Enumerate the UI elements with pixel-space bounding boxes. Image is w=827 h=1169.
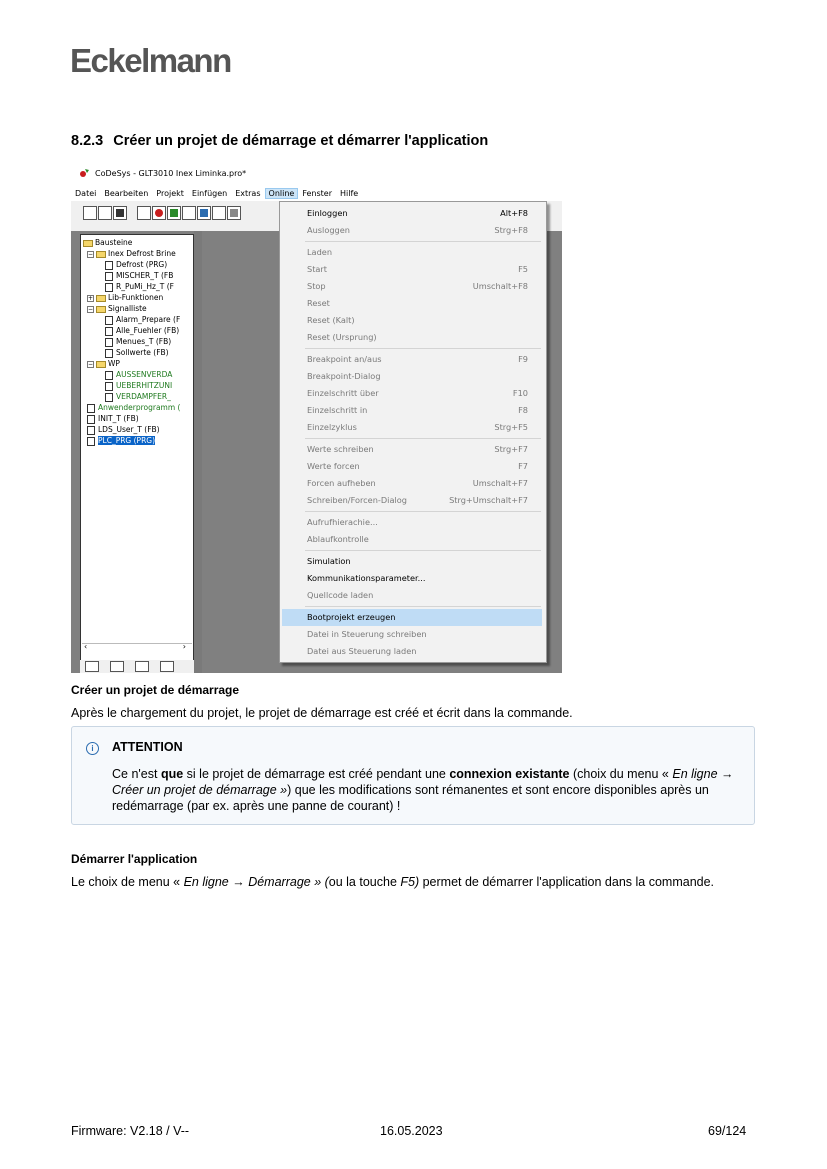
menu-extras[interactable]: Extras <box>235 188 261 198</box>
menu-item-shortcut: Umschalt+F8 <box>472 281 528 291</box>
tree-item-label: Menues_T (FB) <box>116 337 172 346</box>
tree-item[interactable] <box>87 292 163 303</box>
menu-item[interactable] <box>280 295 542 312</box>
menu-item[interactable] <box>280 419 542 436</box>
tree-item[interactable] <box>87 424 160 435</box>
tree-item[interactable] <box>87 402 180 413</box>
folder-icon <box>96 361 106 368</box>
menu-item[interactable] <box>280 492 542 509</box>
menu-bearbeiten[interactable]: Bearbeiten <box>104 188 149 198</box>
menu-item[interactable] <box>280 570 542 587</box>
tree-item-label: Defrost (PRG) <box>116 260 168 269</box>
menu-online[interactable]: Online <box>265 188 299 199</box>
menu-item[interactable] <box>280 351 542 368</box>
menu-item-shortcut: Strg+F8 <box>494 225 528 235</box>
tree-item[interactable] <box>87 303 147 314</box>
menu-item[interactable] <box>280 643 542 660</box>
online-menu <box>279 201 547 663</box>
stop-icon[interactable] <box>152 206 166 220</box>
menu-item[interactable] <box>280 205 542 222</box>
folder-icon <box>83 240 93 247</box>
menu-item[interactable] <box>280 402 542 419</box>
menu-item-shortcut: F8 <box>518 405 528 415</box>
section-heading <box>71 133 488 149</box>
menu-item[interactable] <box>280 261 542 278</box>
print-icon[interactable] <box>227 206 241 220</box>
tree-item-label: MISCHER_T (FB <box>116 271 174 280</box>
menu-item-label: Breakpoint-Dialog <box>307 371 381 381</box>
menu-item-label: Start <box>307 264 328 274</box>
menu-separator <box>305 511 541 512</box>
tab-visualizations-icon[interactable] <box>135 661 149 672</box>
intro-paragraph: Après le chargement du projet, le projet de démarrage est créé et écrit dans la commande. <box>71 706 573 720</box>
footer-date: 16.05.2023 <box>380 1124 443 1138</box>
menu-item[interactable] <box>280 312 542 329</box>
open-folder-icon[interactable] <box>98 206 112 220</box>
tree-item-label: LDS_User_T (FB) <box>98 425 160 434</box>
menu-separator <box>305 438 541 439</box>
collapse-icon[interactable]: − <box>88 250 94 258</box>
menu-fenster[interactable]: Fenster <box>302 188 332 198</box>
menu-item-label: Aufrufhierachie... <box>307 517 378 527</box>
collapse-icon[interactable]: − <box>88 305 94 313</box>
menu-datei[interactable]: Datei <box>75 188 97 198</box>
pou-icon <box>105 327 113 336</box>
tree-item[interactable] <box>105 270 173 281</box>
menu-item-label: Ausloggen <box>307 225 350 235</box>
codesys-screenshot <box>71 161 562 673</box>
figure-caption: Créer un projet de démarrage <box>71 683 240 697</box>
tree-item-label: Alle_Fuehler (FB) <box>116 326 180 335</box>
tree-item-label: AUSSENVERDA <box>116 370 173 379</box>
menu-item-label: Reset (Ursprung) <box>307 332 377 342</box>
menu-item-label: Forcen aufheben <box>307 478 376 488</box>
menu-item[interactable] <box>280 514 542 531</box>
attention-text: Ce n'est que si le projet de démarrage est créé pendant une connexion existante (choix du menu « En ligne → Créer un projet de démarrage ») que les modifications sont rémanentes et sont encore disponibles après un redémarrage (par ex. après une panne de courant) ! <box>112 767 734 813</box>
menu-separator <box>305 550 541 551</box>
menu-hilfe[interactable]: Hilfe <box>340 188 359 198</box>
tree-item-label: INIT_T (FB) <box>98 414 139 423</box>
attention-title: ATTENTION <box>112 740 183 754</box>
scroll-right-icon[interactable]: › <box>182 642 186 651</box>
pou-icon <box>105 371 113 380</box>
tree-item[interactable] <box>105 347 169 358</box>
menu-item-shortcut: Umschalt+F7 <box>472 478 528 488</box>
menu-item-shortcut: F5 <box>518 264 528 274</box>
save-icon[interactable] <box>113 206 127 220</box>
menu-item-label: Datei in Steuerung schreiben <box>307 629 427 639</box>
tree-item[interactable] <box>105 336 171 347</box>
menu-item-label: Reset (Kalt) <box>307 315 355 325</box>
tree-item[interactable] <box>105 259 167 270</box>
tree-item-label: Anwenderprogramm ( <box>98 403 181 412</box>
menu-item-label: Einzelschritt über <box>307 388 379 398</box>
tab-datatypes-icon[interactable] <box>110 661 124 672</box>
menu-separator <box>305 241 541 242</box>
window-titlebar <box>71 161 562 185</box>
tree-item-label: WP <box>108 359 120 368</box>
menu-item[interactable] <box>280 531 542 548</box>
pou-icon <box>105 382 113 391</box>
tree-item-label: Signalliste <box>108 304 147 313</box>
menu-item-label: Einloggen <box>307 208 348 218</box>
attention-box <box>71 726 755 825</box>
start-app-paragraph: Le choix de menu « En ligne → Démarrage » (ou la touche F5) permet de démarrer l'application dans la commande. <box>71 875 715 889</box>
menu-item[interactable] <box>280 385 542 402</box>
menu-item-label: Einzelschritt in <box>307 405 368 415</box>
tree-item[interactable] <box>87 413 139 424</box>
network-icon[interactable] <box>197 206 211 220</box>
tree-item-label: Inex Defrost Brine <box>108 249 176 258</box>
window-title: CoDeSys - GLT3010 Inex Liminka.pro* <box>95 168 247 178</box>
login-icon[interactable] <box>137 206 151 220</box>
menu-item-label: Kommunikationsparameter... <box>307 573 426 583</box>
tree-item-label: Alarm_Prepare (F <box>116 315 181 324</box>
tree-item[interactable] <box>105 391 171 402</box>
tree-item[interactable] <box>87 248 176 259</box>
tree-item-label: Sollwerte (FB) <box>116 348 169 357</box>
tree-item[interactable] <box>105 281 174 292</box>
pou-icon <box>105 316 113 325</box>
menu-item-shortcut: F9 <box>518 354 528 364</box>
project-tree[interactable] <box>80 234 194 661</box>
menu-item[interactable] <box>280 553 542 570</box>
tab-modules-icon[interactable] <box>85 661 99 672</box>
scroll-left-icon[interactable]: ‹ <box>84 642 88 651</box>
tree-item-label: R_PuMi_Hz_T (F <box>116 282 174 291</box>
menu-item-shortcut: Strg+F7 <box>494 444 528 454</box>
step-icon[interactable] <box>182 206 196 220</box>
section-number: 8.2.3 <box>71 133 104 149</box>
menu-einfgen[interactable]: Einfügen <box>191 188 228 198</box>
menu-item[interactable] <box>280 626 542 643</box>
menu-item-label: Simulation <box>307 556 351 566</box>
menu-item-label: Laden <box>307 247 333 257</box>
new-file-icon[interactable] <box>83 206 97 220</box>
menu-item-label: Datei aus Steuerung laden <box>307 646 417 656</box>
menu-item-shortcut: Strg+Umschalt+F7 <box>449 495 528 505</box>
start-app-heading: Démarrer l'application <box>71 852 198 866</box>
tree-item[interactable] <box>87 358 120 369</box>
menu-item[interactable] <box>280 458 542 475</box>
tree-item-label: UEBERHITZUNI <box>116 381 173 390</box>
menu-item-shortcut: Alt+F8 <box>500 208 528 218</box>
pou-icon <box>87 426 95 435</box>
menu-item-shortcut: F10 <box>512 388 528 398</box>
menu-item-label: Stop <box>307 281 326 291</box>
tree-item[interactable] <box>105 325 179 336</box>
footer-firmware: Firmware: V2.18 / V-- <box>71 1124 190 1138</box>
pou-icon <box>105 393 113 402</box>
info-icon: i <box>86 742 99 755</box>
expand-icon[interactable]: + <box>88 294 94 302</box>
menu-item[interactable] <box>280 441 542 458</box>
pou-icon <box>87 404 95 413</box>
menu-item-label: Bootprojekt erzeugen <box>307 612 396 622</box>
menu-item[interactable] <box>280 587 542 604</box>
collapse-icon[interactable]: − <box>88 360 94 368</box>
menubar <box>71 185 562 201</box>
menu-item-label: Werte forcen <box>307 461 360 471</box>
menu-separator <box>305 606 541 607</box>
pou-icon <box>87 437 95 446</box>
tree-item[interactable] <box>105 380 172 391</box>
menu-item[interactable] <box>282 609 542 626</box>
pou-icon <box>87 415 95 424</box>
menu-item-shortcut: F7 <box>518 461 528 471</box>
window-divider <box>194 231 202 673</box>
menu-item-label: Reset <box>307 298 330 308</box>
menu-item-label: Ablaufkontrolle <box>307 534 369 544</box>
app-icon <box>80 168 90 178</box>
tree-item[interactable] <box>83 237 132 248</box>
pou-icon <box>105 349 113 358</box>
tree-item-label: Lib-Funktionen <box>108 293 164 302</box>
tab-resources-icon[interactable] <box>160 661 174 672</box>
run-icon[interactable] <box>167 206 181 220</box>
tree-item[interactable] <box>105 314 180 325</box>
menu-separator <box>305 348 541 349</box>
tree-item-label: PLC_PRG (PRG) <box>98 436 156 445</box>
menu-item[interactable] <box>280 278 542 295</box>
tree-item-label: Bausteine <box>95 238 133 247</box>
menu-item[interactable] <box>280 368 542 385</box>
folder-icon <box>96 251 106 258</box>
tree-item-label: VERDAMPFER_ <box>116 392 171 401</box>
tree-item[interactable] <box>87 435 155 446</box>
logo: Eckelmann <box>70 42 231 79</box>
menu-item[interactable] <box>280 329 542 346</box>
pou-icon <box>105 261 113 270</box>
folder-icon <box>96 306 106 313</box>
folder-icon <box>96 295 106 302</box>
menu-item-label: Quellcode laden <box>307 590 374 600</box>
menu-item-label: Breakpoint an/aus <box>307 354 382 364</box>
menu-item[interactable] <box>280 475 542 492</box>
pou-icon <box>105 338 113 347</box>
menu-item-label: Werte schreiben <box>307 444 374 454</box>
footer-page: 69/124 <box>708 1124 747 1138</box>
menu-projekt[interactable]: Projekt <box>156 188 184 198</box>
menu-item-label: Einzelzyklus <box>307 422 357 432</box>
menu-item[interactable] <box>280 244 542 261</box>
pou-icon <box>105 283 113 292</box>
tree-scrollbar[interactable] <box>82 643 192 654</box>
tree-item[interactable] <box>105 369 172 380</box>
tree-tabs <box>80 660 194 673</box>
menu-item-shortcut: Strg+F5 <box>494 422 528 432</box>
transfer-icon[interactable] <box>212 206 226 220</box>
section-title: Créer un projet de démarrage et démarrer l'application <box>113 133 489 149</box>
pou-icon <box>105 272 113 281</box>
menu-item[interactable] <box>280 222 542 239</box>
menu-item-label: Schreiben/Forcen-Dialog <box>307 495 407 505</box>
